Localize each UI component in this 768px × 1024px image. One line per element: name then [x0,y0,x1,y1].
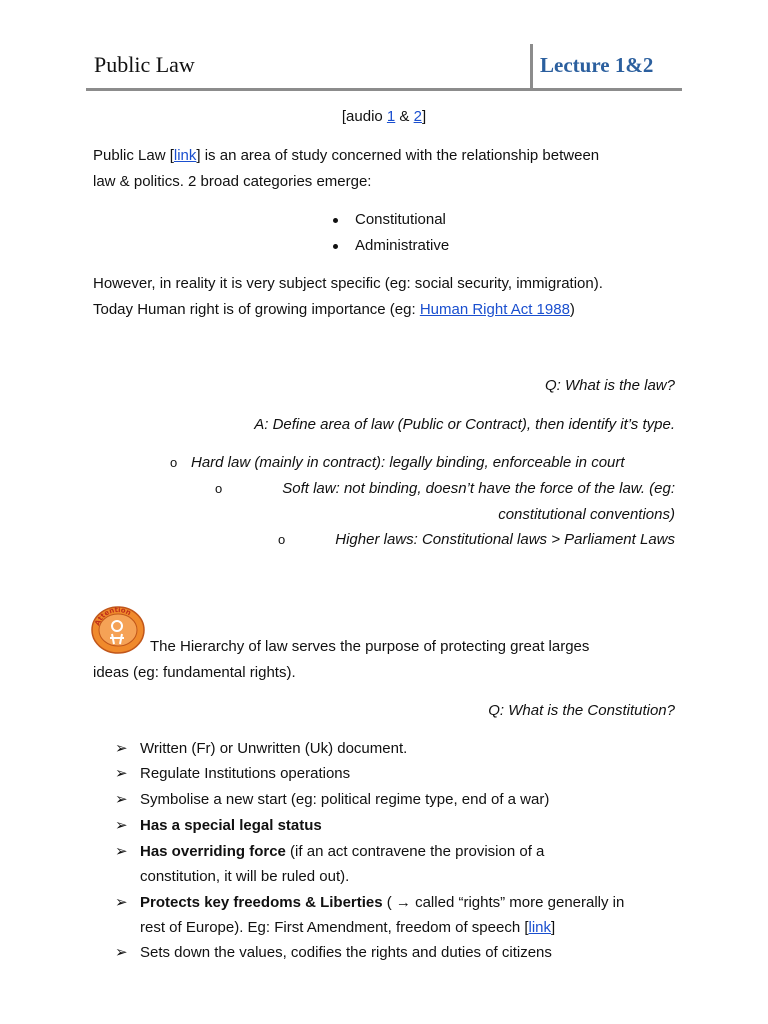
page-header [86,44,682,91]
question-what-is-constitution: Q: What is the Constitution? [488,702,675,719]
answer-define-area: A: Define area of law (Public or Contract), then identify it’s type. [254,416,675,433]
point-protects-freedoms-line-2 [140,915,555,941]
point-regulate: Regulate Institutions operations [140,765,351,782]
protects-freedoms-text: ( → called “rights” more generally in [382,894,625,911]
intro-line-2: law & politics. 2 broad categories emerge: [93,173,372,190]
reality-line-2-text: Today Human right is of growing importance (eg: [93,301,420,318]
arrow-bullet-icon: ➢ [115,894,128,911]
point-sets-values: Sets down the values, codifies the rights and duties of citizens [140,944,552,961]
point-new-start: Symbolise a new start (eg: political regime type, end of a war) [140,791,550,808]
circle-bullet-icon: o [215,481,223,496]
point-protects-freedoms [140,890,624,916]
header-title: Public Law [94,52,195,77]
soft-law-item-line-2: constitutional conventions) [498,506,675,523]
reality-line-1: However, in reality it is very subject specific (eg: social security, immigration). [93,275,603,292]
human-rights-act-link[interactable]: Human Right Act 1988 [419,301,570,318]
audio-amp: & [395,108,414,125]
attention-stamp-icon [90,604,146,654]
first-amendment-link[interactable]: link [528,919,552,936]
hierarchy-line-2: ideas (eg: fundamental rights). [93,664,296,681]
point-written: Written (Fr) or Unwritten (Uk) document. [140,740,408,757]
soft-law-item-line-1: Soft law: not binding, doesn’t have the force of the law. (eg: [282,480,675,497]
arrow-bullet-icon: ➢ [115,843,128,860]
arrow-bullet-icon: ➢ [115,740,128,757]
point-overriding-force-line-2: constitution, it will be ruled out). [140,868,350,885]
public-law-link[interactable]: link [173,147,197,164]
intro-text-end: ] is an area of study concerned with the relationship between [196,147,600,164]
audio-link-2[interactable]: 2 [413,108,422,125]
protects-freedoms-line-2-close: ] [551,919,556,936]
protects-freedoms-line-2-text: rest of Europe). Eg: First Amendment, freedom of speech [ [140,919,529,936]
point-overriding-force [140,839,544,865]
category-constitutional: Constitutional [355,207,446,233]
category-administrative: Administrative [355,233,449,259]
overriding-force-bold: Has overriding force [140,843,286,860]
hierarchy-line-1: The Hierarchy of law serves the purpose of protecting great larges [150,638,590,655]
header-divider [530,44,533,88]
arrow-bullet-icon: ➢ [115,944,128,961]
circle-bullet-icon: o [278,532,286,547]
hard-law-item: Hard law (mainly in contract): legally binding, enforceable in court [191,454,625,471]
arrow-bullet-icon: ➢ [115,765,128,782]
reality-line-2 [93,297,575,323]
audio-prefix: [audio [341,108,387,125]
protects-freedoms-bold: Protects key freedoms & Liberties [140,894,383,911]
arrow-bullet-icon: ➢ [115,791,128,808]
arrow-bullet-icon: ➢ [115,817,128,834]
audio-link-1[interactable]: 1 [386,108,396,125]
header-lecture-label: Lecture 1&2 [540,53,654,77]
reality-line-2-close: ) [569,301,575,318]
logo-text: Attention [93,605,133,627]
audio-suffix: ] [421,108,427,125]
overriding-force-text: (if an act contravene the provision of a [285,843,545,860]
question-what-is-law: Q: What is the law? [544,377,675,394]
higher-laws-item: Higher laws: Constitutional laws > Parliament Laws [335,531,675,548]
audio-links [86,104,682,130]
circle-bullet-icon: o [170,455,178,470]
point-special-status: Has a special legal status [140,817,322,834]
intro-line-1 [93,143,599,169]
intro-text-start: Public Law [ [93,147,174,164]
